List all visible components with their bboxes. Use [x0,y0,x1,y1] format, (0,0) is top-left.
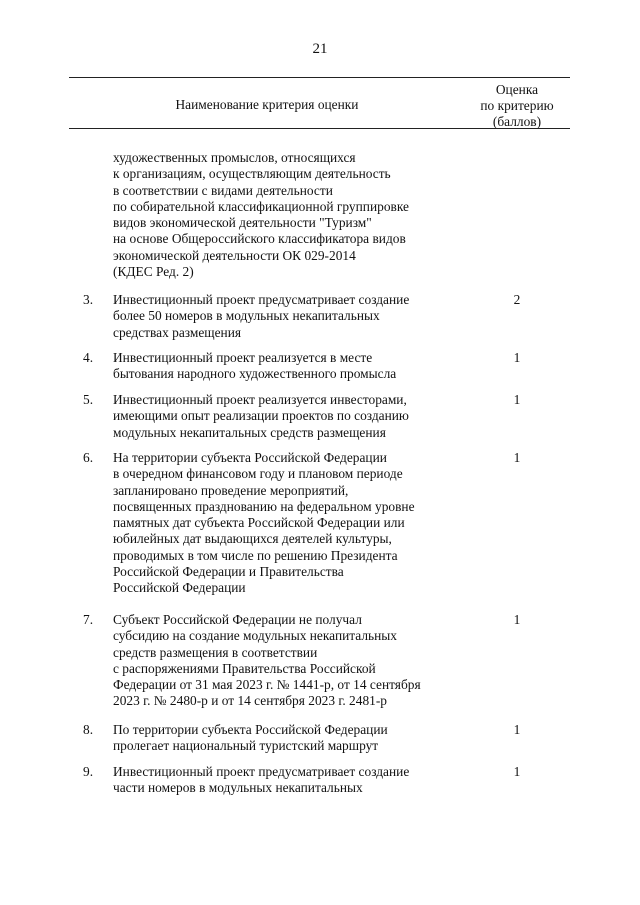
criterion-number: 5. [83,392,94,407]
criterion-number: 6. [83,450,94,465]
text-line: Российской Федерации [113,580,246,595]
criterion-text [113,450,483,596]
text-line: бытования народного художественного промысла [113,366,397,382]
header-criterion-name: Наименование критерия оценки [175,97,359,112]
text-line: более 50 номеров в модульных некапитальных [113,308,380,324]
text-line: Инвестиционный проект предусматривает создание [113,292,410,307]
text-line: Инвестиционный проект реализуется инвесторами, [113,392,407,407]
criterion-score: 1 [513,392,521,407]
text-line: на основе Общероссийского классификатора видов [113,231,406,247]
criterion-score: 1 [513,764,521,779]
criterion-number: 9. [83,764,94,779]
text-line: экономической деятельности ОК 029-2014 [113,247,356,263]
page-number: 21 [312,41,328,57]
text-line: части номеров в модульных некапитальных [113,780,363,796]
text-line: По территории субъекта Российской Федерации [113,722,388,737]
criterion-text [113,764,483,797]
criterion-score: 1 [513,722,521,737]
text-line: Российской Федерации и Правительства [113,563,344,579]
criterion-text [113,722,483,755]
table-top-rule [69,77,570,78]
table-header-rule [69,128,570,129]
text-line: в очередном финансовом году и плановом периоде [113,466,403,482]
criterion-text [113,292,483,341]
text-line: (КДЕС Ред. 2) [113,263,194,279]
text-line: средствах размещения [113,324,242,340]
text-line: юбилейных дат выдающихся деятелей культуры, [113,531,392,547]
text-line: художественных промыслов, относящихся [113,150,356,165]
text-line: Субъект Российской Федерации не получал [113,612,362,627]
criterion-score: 1 [513,350,521,365]
criterion-text [113,350,483,383]
text-line: Инвестиционный проект предусматривает создание [113,764,410,779]
text-line: по собирательной классификационной группировке [113,198,409,214]
text-line: субсидию на создание модульных некапитальных [113,628,397,644]
criterion-number: 3. [83,292,94,307]
text-line: к организациям, осуществляющим деятельность [113,166,391,182]
text-line: видов экономической деятельности "Туризм" [113,215,372,230]
text-line: модульных некапитальных средств размещения [113,424,386,440]
text-line: Федерации от 31 мая 2023 г. № 1441-р, от 14 сентября [113,677,421,692]
text-line: посвященных празднованию на федеральном уровне [113,498,415,514]
text-line: проводимых в том числе по решению Президента [113,547,398,563]
criterion-score: 1 [513,612,521,627]
criterion-number: 7. [83,612,94,627]
text-line: 2023 г. № 2480-р и от 14 сентября 2023 г. 2481-р [113,693,387,709]
text-line: пролегает национальный туристский маршрут [113,738,379,754]
criterion-number: 4. [83,350,94,365]
continued-criterion-text [113,150,483,280]
criterion-score: 2 [513,292,521,307]
criterion-score: 1 [513,450,521,465]
text-line: имеющими опыт реализации проектов по созданию [113,408,409,424]
criterion-number: 8. [83,722,94,737]
header-score-line: (баллов) [492,114,542,129]
text-line: запланировано проведение мероприятий, [113,482,349,498]
criterion-text [113,392,483,441]
text-line: средств размещения в соответствии [113,644,318,660]
text-line: Инвестиционный проект реализуется в месте [113,350,373,365]
text-line: памятных дат субъекта Российской Федерации или [113,515,405,530]
header-score-line: по критерию [480,98,554,113]
header-score [462,82,572,130]
text-line: с распоряжениями Правительства Российской [113,660,376,676]
criterion-text [113,612,483,710]
text-line: в соответствии с видами деятельности [113,182,333,198]
text-line: На территории субъекта Российской Федерации [113,450,387,465]
header-score-line: Оценка [495,82,539,97]
